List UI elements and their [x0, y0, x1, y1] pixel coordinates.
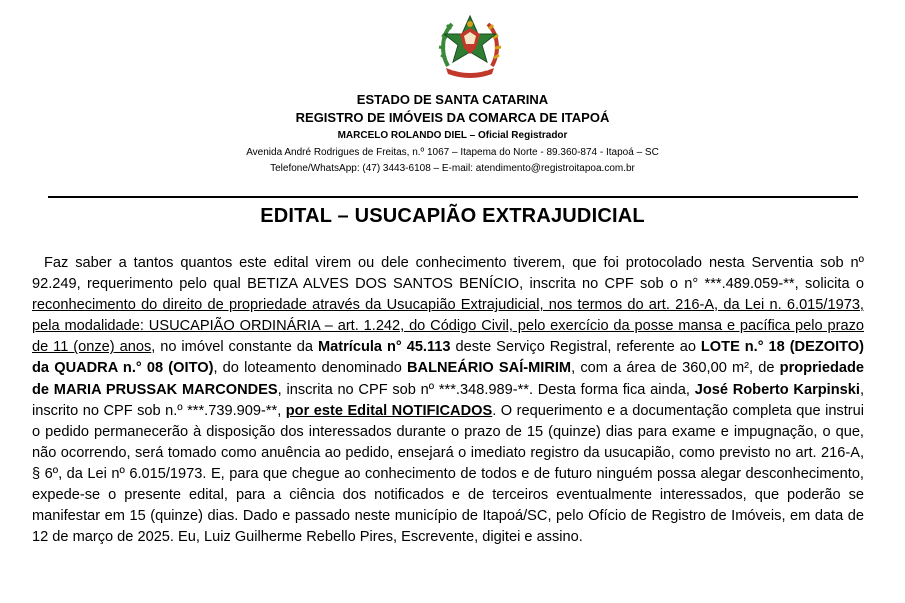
body-text: deste Serviço Registral, referente ao [450, 339, 701, 356]
state-name: ESTADO DE SANTA CATARINA [356, 92, 549, 107]
body-text: , inscrita no CPF sob nº ***.348.989-**. Desta forma fica ainda, [277, 381, 695, 398]
office-address: Avenida André Rodrigues de Freitas, n.º 1067 – Itapema do Norte - 89.360-874 - Itapoá – SC [246, 147, 659, 158]
body-text: , do loteamento denominado [213, 360, 407, 377]
registrar-name: MARCELO ROLANDO DIEL – Oficial Registrador [337, 130, 568, 141]
body-text: , com a área de 360,00 m², de [571, 360, 780, 377]
lot-description: LOTE n.° 18 (DEZOITO) da QUADRA n.° 08 (OITO) [32, 339, 865, 377]
body-text: Faz saber a tantos quantos este edital virem ou dele conhecimento tiverem, que foi protocolado nesta Serventia sob nº 92.249, requerimento pelo qual BETIZA ALVES DOS SANTOS BENÍCIO, inscrita no CPF sob o n° ***.489.059-**, solicita o [32, 255, 864, 293]
edital-paragraph [32, 253, 864, 548]
subdivision-name: BALNEÁRIO SAÍ-MIRIM [407, 360, 572, 377]
office-contact: Telefone/WhatsApp: (47) 3443-6108 – E-mail: atendimento@registroitapoa.com.br [270, 163, 635, 174]
property-owner: propriedade de MARIA PRUSSAK MARCONDES [32, 360, 865, 398]
page-title: EDITAL – USUCAPIÃO EXTRAJUDICIAL [260, 205, 645, 227]
edital-body [32, 253, 864, 548]
matricula-number: Matrícula n° 45.113 [317, 339, 451, 356]
notification-statement: por este Edital NOTIFICADOS [285, 402, 493, 419]
office-name: REGISTRO DE IMÓVEIS DA COMARCA DE ITAPOÁ [295, 110, 610, 125]
body-text: . O requerimento e a documentação completa que instrui o pedido permanecerão à disposição dos interessados durante o prazo de 15 (quinze) dias para exame e impugnação, o que, não ocorrendo, será tomado como anuência ao pedido, ensejará o imediato registro da usucapião, como previsto no art. 216-A, § 6º, da Lei nº 6.015/1973. E, para que chegue ao conhecimento de todos e de futuro ninguém possa alegar desconhecimento, expede-se o presente edital, para a ciência dos notificados e de terceiros eventualmente interessados, que poderão se manifestar em 15 (quinze) dias. Dado e passado neste município de Itapoá/SC, pelo Ofício de Registro de Imóveis, em data de 12 de março de 2025. Eu, Luiz Guilherme Rebello Pires, Escrevente, digitei e assino. [32, 402, 865, 546]
body-text: , inscrito no CPF sob n.º ***.739.909-**, [32, 381, 864, 419]
body-text: , no imóvel constante da [151, 339, 318, 356]
header-divider [48, 196, 858, 198]
usucapiao-request-text: reconhecimento do direito de propriedade através da Usucapião Extrajudicial, nos termos do art. 216-A, da Lei n. 6.015/1973, pela modalidade: USUCAPIÃO ORDINÁRIA – art. 1.242, do Código Civil, pelo exercício da posse mansa e pacífica pelo prazo de 11 (onze) anos [32, 297, 864, 356]
notified-person: José Roberto Karpinski [694, 381, 860, 398]
state-coat-of-arms-icon [438, 12, 502, 82]
